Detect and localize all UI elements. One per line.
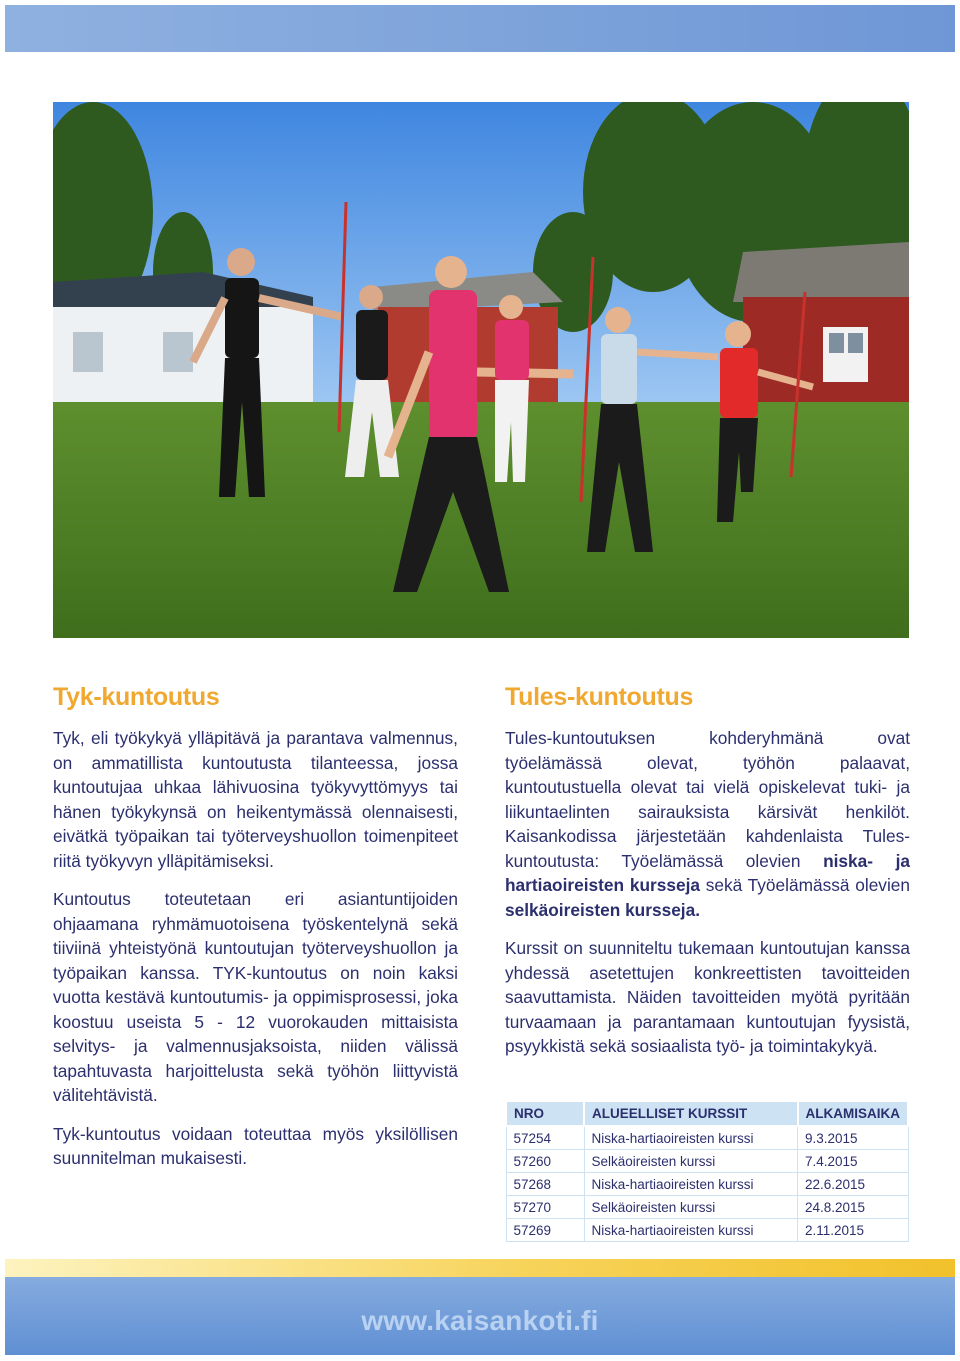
tules-section: [505, 683, 910, 1073]
cell-nro: 57270: [506, 1196, 584, 1219]
cell-date: 7.4.2015: [798, 1150, 909, 1173]
cell-course: Niska-hartiaoireisten kurssi: [584, 1173, 798, 1196]
footer-band: [5, 1277, 955, 1355]
table-row: [506, 1173, 908, 1196]
cell-nro: 57254: [506, 1126, 584, 1150]
tules-paragraph-2: Kurssit on suunniteltu tukemaan kuntoutujan kanssa yhdessä asetettujen konkreettisten tavoitteiden saavuttamista. Näiden tavoitteiden myötä pyritään turvaamaan ja parantamaan kuntoutujan fyysistä, psyykkistä sekä sosiaalista työ- ja toimintakykyä.: [505, 938, 910, 1056]
cell-date: 24.8.2015: [798, 1196, 909, 1219]
cell-course: Selkäoireisten kurssi: [584, 1150, 798, 1173]
tyk-paragraph-2: Kuntoutus toteutetaan eri asiantuntijoiden ohjaamana ryhmämuotoisena työskentelynä sekä tiiviinä yhteistyönä kuntoutujan työterveyshuollon ja työpaikan kanssa. TYK-kuntoutus on noin kaksi vuotta kestävä kuntoutumis- ja oppimisprosessi, joka koostuu useista 5 - 12 vuorokauden mittaisista selvitys- ja valmennusjaksoista, niiden välissä tapahtuvasta harjoittelusta sekä työhön liittyvistä välitehtävistä.: [53, 889, 458, 1105]
tules-p1-bold-back: selkäoireisten kursseja.: [505, 899, 701, 920]
tules-p1-bold-neck: niska- ja hartiaoireisten kursseja: [505, 850, 910, 895]
footer-yellow-strip: [5, 1259, 955, 1277]
col-header-start: ALKAMISAIKA: [798, 1101, 909, 1126]
group-exercise-photo: [53, 102, 909, 638]
cell-nro: 57269: [506, 1219, 584, 1242]
website-link[interactable]: www.kaisankoti.fi: [361, 1305, 599, 1336]
tules-heading: Tules-kuntoutus: [505, 683, 694, 711]
cell-nro: 57260: [506, 1150, 584, 1173]
tyk-heading: Tyk-kuntoutus: [53, 683, 220, 711]
cell-date: 2.11.2015: [798, 1219, 909, 1242]
header-band: [5, 5, 955, 52]
col-header-nro: NRO: [506, 1101, 584, 1126]
cell-course: Niska-hartiaoireisten kurssi: [584, 1219, 798, 1242]
table-header-row: [506, 1101, 908, 1126]
tyk-paragraph-1: Tyk, eli työkykyä ylläpitävä ja parantava valmennus, on ammatillista kuntoutusta tilanteessa, jossa kuntoutujaa uhkaa lähivuosina työkyvyttömyys tai hänen työkykynsä on heikentymässä olennaisesti, eivätkä työpaikan tai työterveyshuollon toimenpiteet riitä työkyvyn ylläpitämiseksi.: [53, 728, 458, 871]
cell-course: Niska-hartiaoireisten kurssi: [584, 1126, 798, 1150]
tyk-section: [53, 683, 458, 1185]
tyk-paragraph-3: Tyk-kuntoutus voidaan toteuttaa myös yksilöllisen suunnitelman mukaisesti.: [53, 1123, 458, 1168]
cell-nro: 57268: [506, 1173, 584, 1196]
cell-date: 22.6.2015: [798, 1173, 909, 1196]
cell-date: 9.3.2015: [798, 1126, 909, 1150]
table-row: [506, 1219, 908, 1242]
tules-p1-text-c: sekä Työelämässä olevien: [699, 875, 911, 895]
tules-p1-text-a: Tules-kuntoutuksen kohderyhmänä ovat työelämässä olevat, työhön palaavat, kuntoutustuella olevat tai vielä opiskelevat tuki- ja liikuntaelinten sairauksista kärsivät henkilöt. Kaisankodissa järjestetään kahdenlaista Tules-kuntoutusta: Työelämässä olevien: [505, 728, 910, 871]
table-row: [506, 1196, 908, 1219]
table-row: [506, 1126, 908, 1150]
table-row: [506, 1150, 908, 1173]
tules-paragraph-1: [505, 726, 910, 922]
col-header-courses: ALUEELLISET KURSSIT: [584, 1101, 798, 1126]
cell-course: Selkäoireisten kurssi: [584, 1196, 798, 1219]
courses-table: [505, 1100, 909, 1242]
